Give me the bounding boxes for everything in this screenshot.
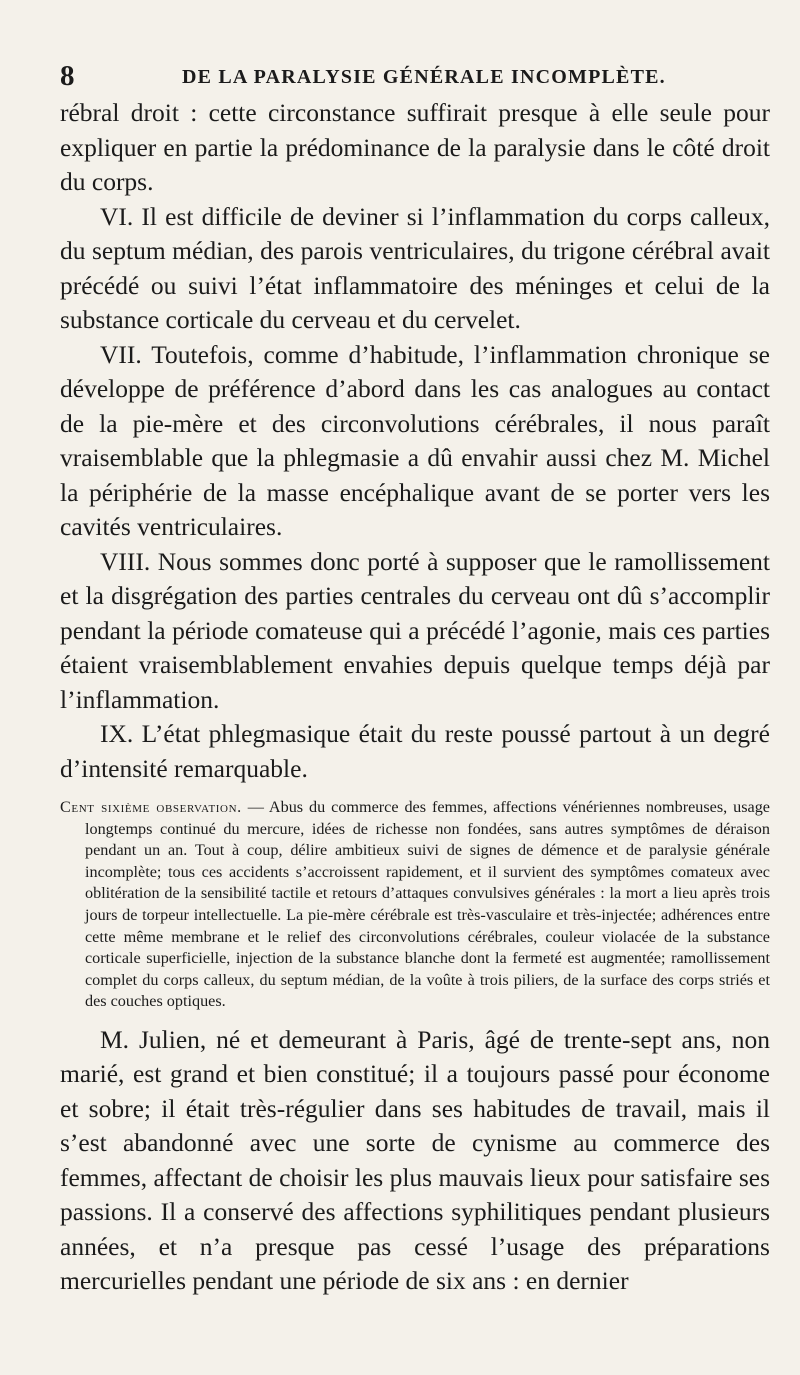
paragraph-vii: VII. Toutefois, comme d’habitude, l’inflammation chronique se développe de préférence d’abord dans les cas analogues au contact de la pie-mère et des circonvolutions cérébrales, il nous paraît vraisemblable que la phlegmasie a dû envahir aussi chez M. Michel la périphérie de la masse encéphalique avant de se porter vers les cavités ventriculaires. bbox=[60, 339, 770, 541]
running-head bbox=[60, 60, 770, 90]
observation-summary bbox=[60, 797, 770, 1013]
paragraph-continuation: rébral droit : cette circonstance suffirait presque à elle seule pour expliquer en partie la prédominance de la paralysie dans le côté droit du corps. bbox=[60, 98, 770, 196]
paragraph-vi: VI. Il est difficile de deviner si l’inflammation du corps calleux, du septum médian, des parois ventriculaires, du trigone cérébral avait précédé ou suivi l’état inflammatoire des méninges et celui de la substance corticale du cerveau et du cervelet. bbox=[60, 201, 770, 334]
body-text bbox=[60, 96, 770, 1299]
observation-label: Cent sixième observation. bbox=[60, 798, 242, 816]
paragraph-case-julien: M. Julien, né et demeurant à Paris, âgé de trente-sept ans, non marié, est grand et bien constitué; il a toujours passé pour économe et sobre; il était très-régulier dans ses habitudes de travail, mais il s’est abandonné avec une sorte de cynisme au commerce des femmes, affectant de choisir les plus mauvais lieux pour satisfaire ses passions. Il a conservé des affections syphilitiques pendant plusieurs années, et n’a presque pas cessé l’usage des préparations mercurielles pendant une période de six ans : en dernier bbox=[60, 1024, 770, 1296]
running-title: DE LA PARALYSIE GÉNÉRALE INCOMPLÈTE. bbox=[182, 66, 666, 88]
observation-dash: — bbox=[241, 798, 269, 816]
paragraph-ix: IX. L’état phlegmasique était du reste poussé partout à un degré d’intensité remarquable. bbox=[60, 719, 770, 783]
paragraph-viii: VIII. Nous sommes donc porté à supposer que le ramollissement et la disgrégation des parties centrales du cerveau ont dû s’accomplir pendant la période comateuse qui a précédé l’agonie, mais ces parties étaient vraisemblablement envahies depuis quelque temps déjà par l’inflammation. bbox=[60, 546, 770, 714]
observation-text: Abus du commerce des femmes, affections vénériennes nombreuses, usage longtemps continué du mercure, idées de richesse non fondées, sans autres symptômes de déraison pendant un an. Tout à coup, délire ambitieux suivi de signes de démence et de paralysie générale incomplète; tous ces accidents s’accroissent rapidement, et il survient des symptômes comateux avec oblitération de la sensibilité tactile et retours d’attaques convulsives générales : la mort a lieu après trois jours de torpeur intellectuelle. La pie-mère cérébrale est très-vasculaire et très-injectée; adhérences entre cette même membrane et le relief des circonvolutions cérébrales, couleur violacée de la substance corticale superficielle, injection de la substance blanche dont la fermeté est augmentée; ramollissement complet du corps calleux, du septum médian, de la voûte à trois piliers, de la surface des corps striés et des couches optiques. bbox=[85, 798, 770, 1011]
page-number: 8 bbox=[60, 60, 75, 92]
